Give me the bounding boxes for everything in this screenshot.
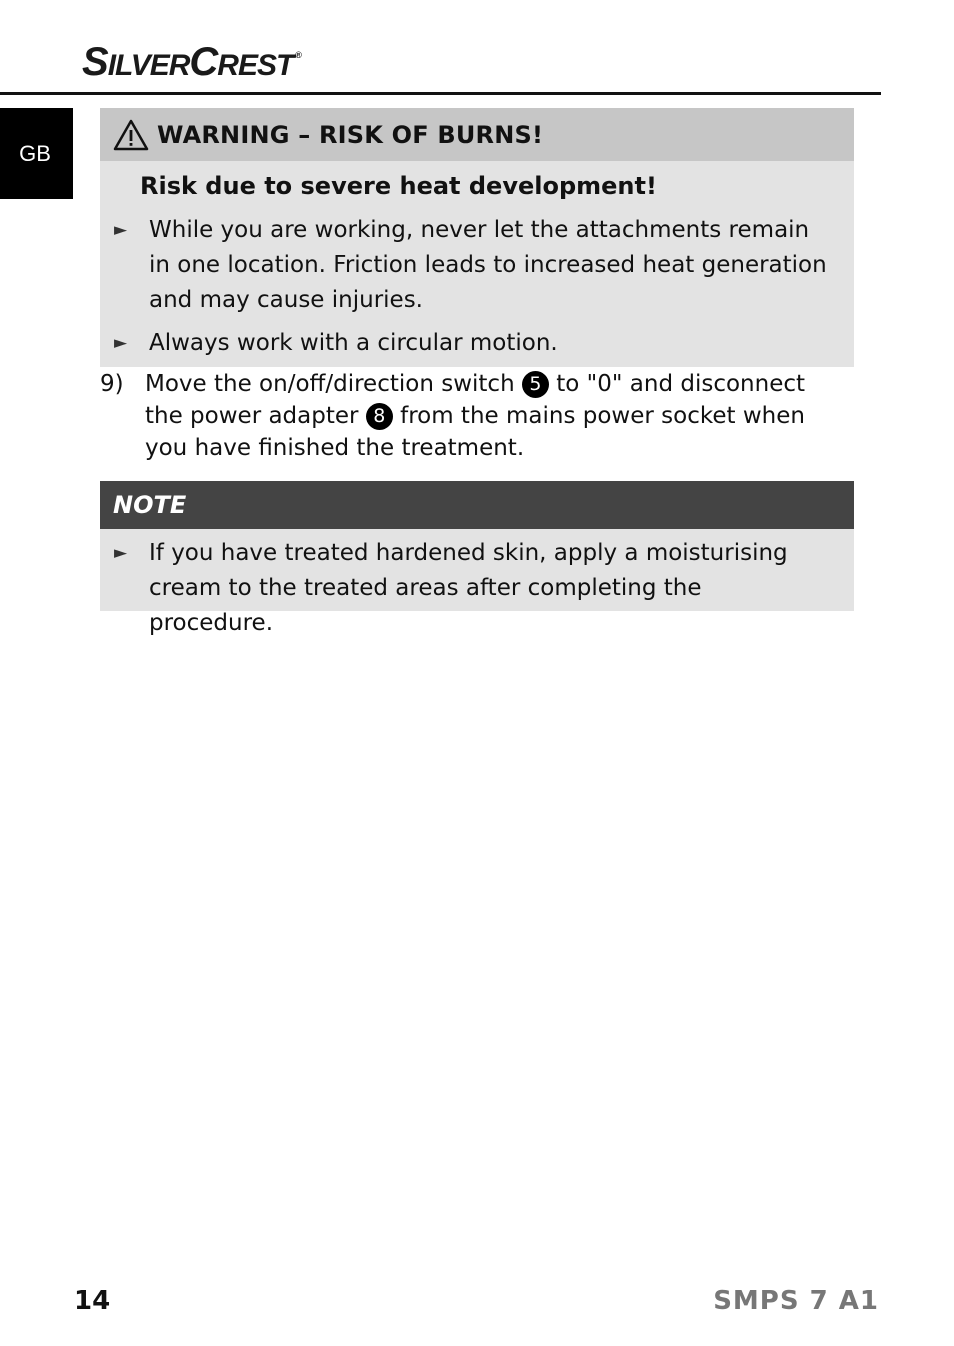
logo-s: S bbox=[82, 40, 108, 84]
warning-bullet-text: While you are working, never let the attachments remain in one location. Friction leads to increased heat generation and may cause injuries. bbox=[149, 217, 827, 313]
page-number: 14 bbox=[74, 1286, 111, 1316]
warning-bullet bbox=[114, 213, 829, 318]
warning-bullet bbox=[114, 326, 829, 361]
warning-triangle-icon bbox=[113, 119, 149, 151]
bullet-arrow-icon: ► bbox=[114, 543, 128, 563]
step-text-part: Move the on/off/direction switch bbox=[145, 371, 522, 397]
note-box bbox=[100, 481, 854, 636]
note-title: NOTE bbox=[113, 491, 187, 519]
logo-c: C bbox=[189, 40, 218, 84]
bullet-arrow-icon: ► bbox=[114, 220, 128, 240]
reference-number-badge: 5 bbox=[522, 371, 549, 398]
step-text-part: from the mains power socket when you have finished the treatment. bbox=[145, 403, 805, 461]
warning-bullet-text: Always work with a circular motion. bbox=[149, 330, 558, 356]
step-number: 9) bbox=[100, 371, 124, 397]
logo-ilver: ILVER bbox=[107, 49, 190, 82]
header-rule bbox=[0, 92, 881, 95]
note-header bbox=[100, 481, 854, 529]
logo-rest: REST bbox=[217, 49, 294, 82]
logo-registered-mark: ® bbox=[295, 50, 301, 60]
model-number: SMPS 7 A1 bbox=[713, 1286, 879, 1316]
warning-title: WARNING – RISK OF BURNS! bbox=[157, 120, 544, 149]
step-9 bbox=[100, 368, 845, 464]
reference-number-badge: 8 bbox=[366, 403, 393, 430]
warning-header bbox=[100, 108, 854, 161]
language-tab bbox=[0, 108, 73, 199]
step-text-part: to "0" and disconnect the power adapter bbox=[145, 371, 806, 429]
warning-subtitle: Risk due to severe heat development! bbox=[140, 172, 657, 200]
warning-box bbox=[100, 108, 854, 367]
step-text bbox=[145, 368, 845, 464]
note-bullet bbox=[114, 536, 829, 641]
note-bullet-text: If you have treated hardened skin, apply a moisturising cream to the treated areas after completing the procedure. bbox=[149, 540, 788, 636]
silvercrest-logo bbox=[82, 40, 301, 85]
language-tab-label: GB bbox=[19, 140, 51, 166]
bullet-arrow-icon: ► bbox=[114, 333, 128, 353]
